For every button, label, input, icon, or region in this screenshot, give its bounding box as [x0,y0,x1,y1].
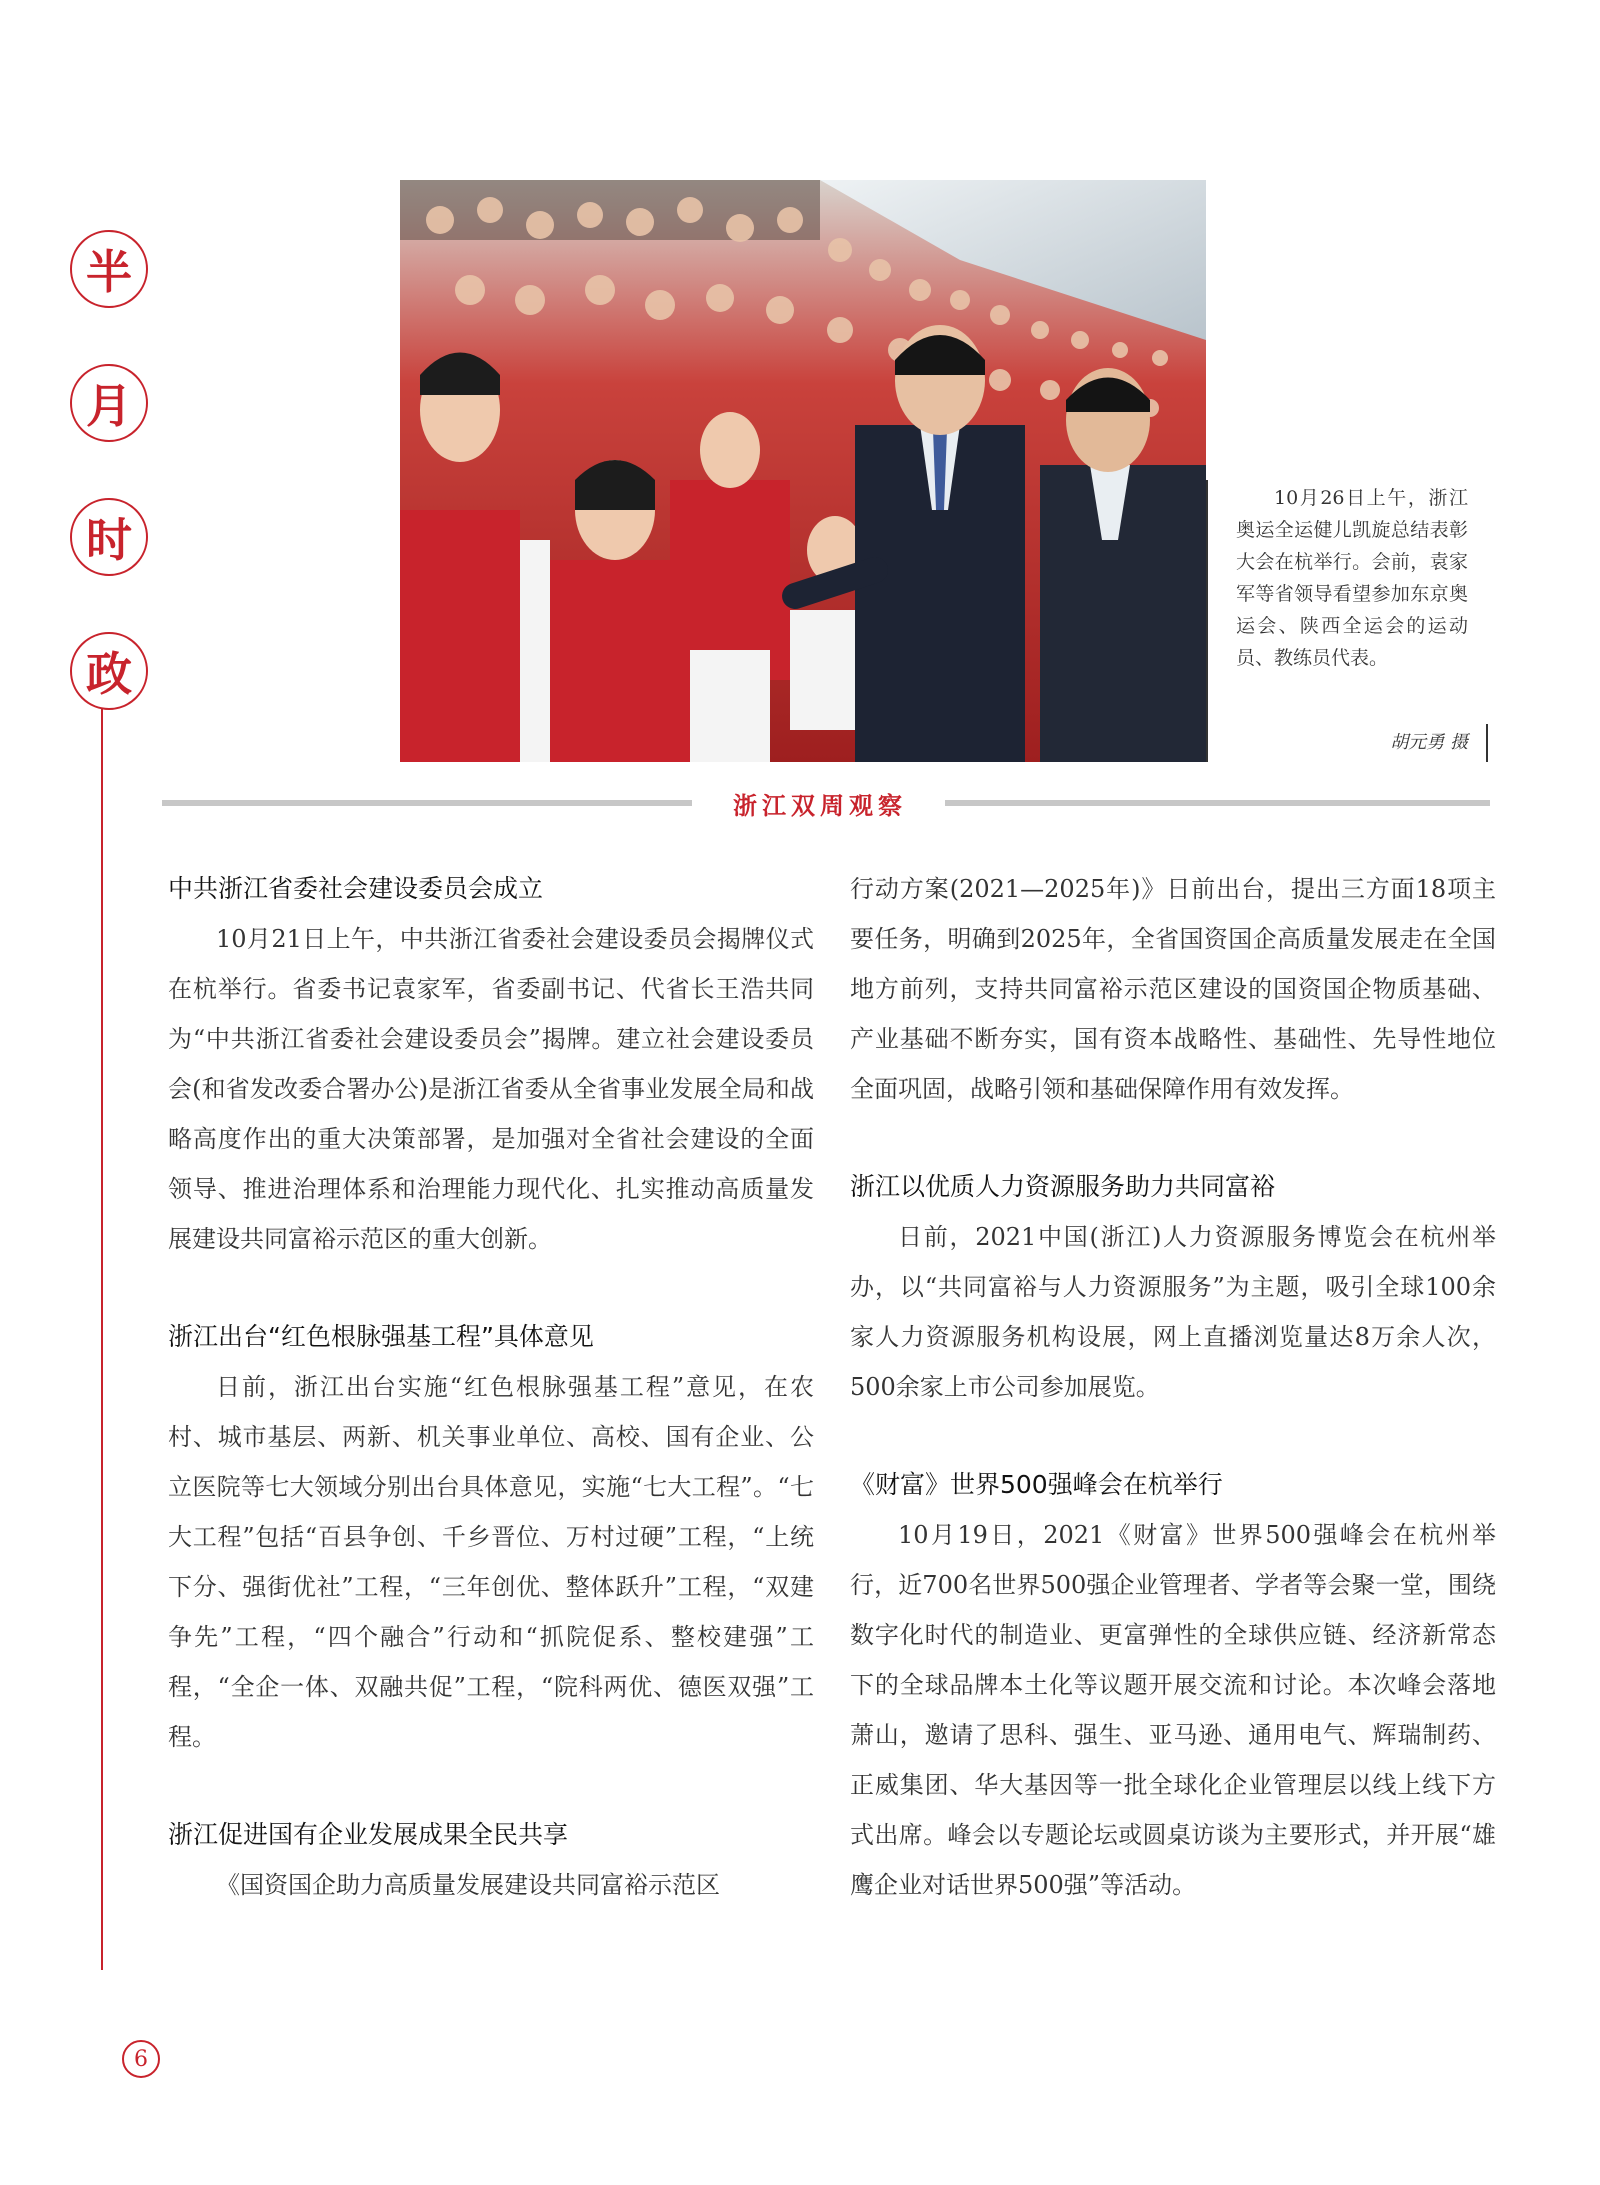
page-number: 6 [122,2040,160,2078]
article-body-continued: 行动方案(2021—2025年)》日前出台，提出三方面18项主要任务，明确到2025年，全省国资国企高质量发展走在全国地方前列，支持共同富裕示范区建设的国资国企物质基础、产业基础不断夯实，国有资本战略性、基础性、先导性地位全面巩固，战略引领和基础保障作用有效发挥。 [850,875,1496,1103]
sidebar-char-4: 政 [70,632,148,710]
section-rule-left [162,800,692,806]
photo-caption: 10月26日上午，浙江奥运全运健儿凯旋总结表彰大会在杭举行。会前，袁家军等省领导看望参加东京奥运会、陕西全运会的运动员、教练员代表。 [1236,487,1468,669]
sidebar-rule [101,690,103,1970]
article-title: 《财富》世界500强峰会在杭举行 [850,1470,1223,1499]
sidebar-char-3: 时 [70,498,148,576]
news-photo [400,180,1206,762]
left-column [168,864,814,1910]
photo-credit: 胡元勇 摄 [1390,732,1468,753]
article-title: 浙江以优质人力资源服务助力共同富裕 [850,1172,1276,1201]
section-title: 浙江双周观察 [733,792,907,820]
article-body: 10月21日上午，中共浙江省委社会建设委员会揭牌仪式在杭举行。省委书记袁家军，省委副书记、代省长王浩共同为“中共浙江省委社会建设委员会”揭牌。建立社会建设委员会(和省发改委合署办公)是浙江省委从全省事业发展全局和战略高度作出的重大决策部署，是加强对全省社会建设的全面领导、推进治理体系和治理能力现代化、扎实推动高质量发展建设共同富裕示范区的重大创新。 [168,925,814,1253]
sidebar-char-2: 月 [70,364,148,442]
column-sidebar [70,230,150,766]
article-body: 日前，2021中国(浙江)人力资源服务博览会在杭州举办，以“共同富裕与人力资源服务”为主题，吸引全球100余家人力资源服务机构设展，网上直播浏览量达8万余人次，500余家上市公司参加展览。 [850,1223,1496,1401]
caption-bar [1486,724,1488,762]
right-column [850,864,1496,1910]
article-body: 10月19日，2021《财富》世界500强峰会在杭州举行，近700名世界500强企业管理者、学者等会聚一堂，围绕数字化时代的制造业、更富弹性的全球供应链、经济新常态下的全球品牌本土化等议题开展交流和讨论。本次峰会落地萧山，邀请了思科、强生、亚马逊、通用电气、辉瑞制药、正威集团、华大基因等一批全球化企业管理层以线上线下方式出席。峰会以专题论坛或圆桌访谈为主要形式，并开展“雄鹰企业对话世界500强”等活动。 [850,1521,1496,1899]
article-title: 浙江促进国有企业发展成果全民共享 [168,1820,569,1849]
sidebar-char-1: 半 [70,230,148,308]
article-body: 日前，浙江出台实施“红色根脉强基工程”意见，在农村、城市基层、两新、机关事业单位、高校、国有企业、公立医院等七大领域分别出台具体意见，实施“七大工程”。“七大工程”包括“百县争创、千乡晋位、万村过硬”工程，“上统下分、强街优社”工程，“三年创优、整体跃升”工程，“双建争先”工程，“四个融合”行动和“抓院促系、整校建强”工程，“全企一体、双融共促”工程，“院科两优、德医双强”工程。 [168,1373,814,1751]
article-title: 中共浙江省委社会建设委员会成立 [168,874,544,903]
article-title: 浙江出台“红色根脉强基工程”具体意见 [168,1322,594,1351]
section-rule-right [945,800,1490,806]
article-body: 《国资国企助力高质量发展建设共同富裕示范区 [216,1871,720,1899]
